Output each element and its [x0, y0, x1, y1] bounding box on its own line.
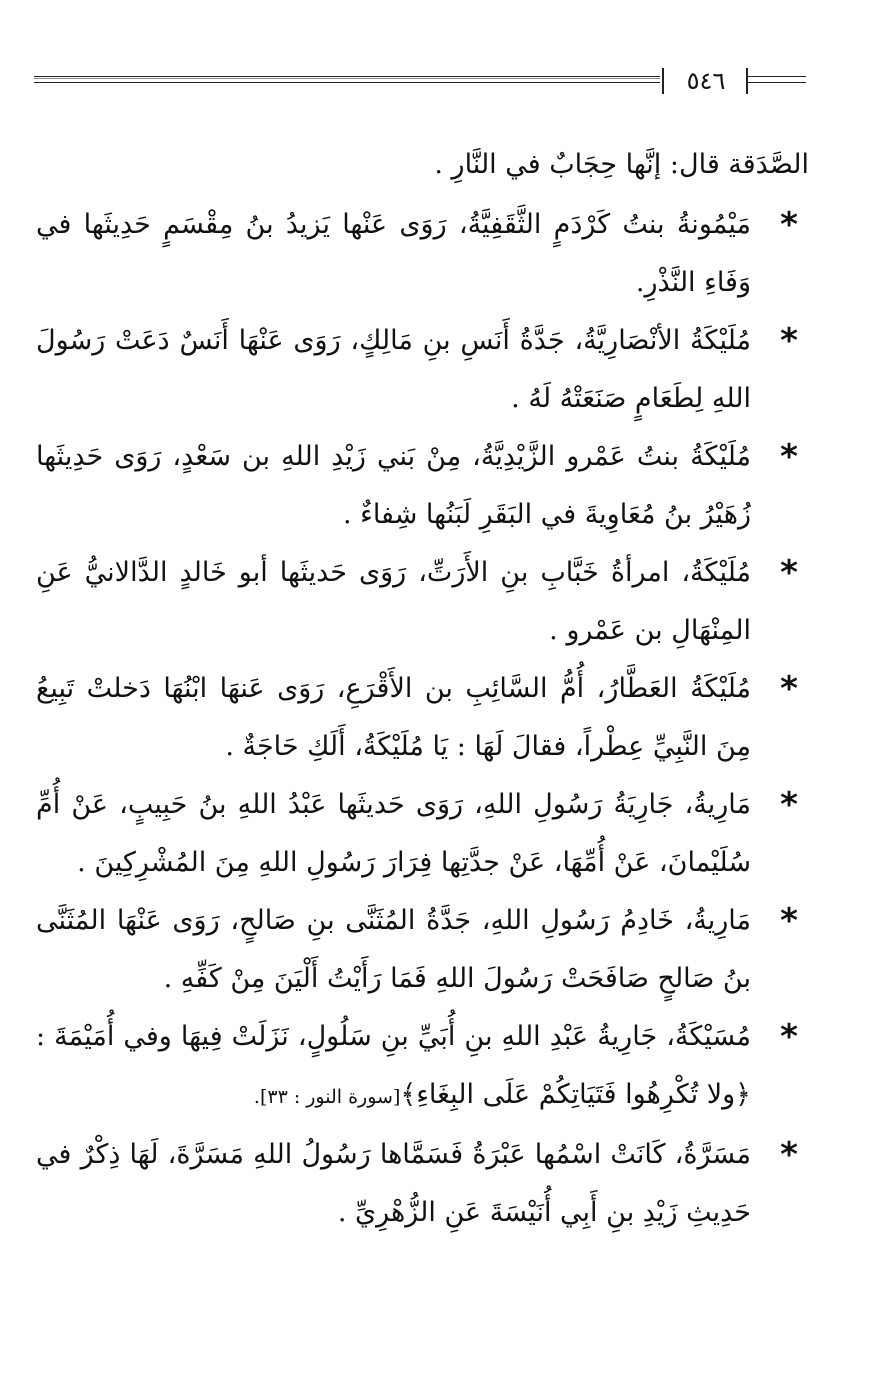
header-rule-right — [748, 76, 806, 83]
entry-item — [36, 660, 809, 776]
page-header — [34, 64, 806, 104]
bullet-star: * — [780, 553, 798, 593]
entry-item — [36, 1126, 809, 1242]
bullet-star: * — [780, 669, 798, 709]
entry-item — [36, 428, 809, 544]
bullet-star: * — [780, 321, 798, 361]
entry-text: مُلَيْكَةُ العَطَّارُ، أُمُّ السَّائِبِ بن الأَقْرَعِ، رَوَى عَنهَا ابْنُهَا دَخلتْ تَبِيعُ مِنَ النَّبِيِّ عِطْراً، فقالَ لَهَا : يَا مُلَيْكَةُ، أَلَكِ حَاجَةٌ . — [36, 673, 751, 762]
entry-item — [36, 312, 809, 428]
header-bar-left — [662, 68, 664, 94]
entry-item — [36, 892, 809, 1008]
entry-text: مُلَيْكَةُ بنتُ عَمْرو الزَّيْدِيَّةُ، مِنْ بَني زَيْدِ اللهِ بن سَعْدٍ، رَوَى حَدِيثَها زُهَيْرُ بنُ مُعَاوِيةَ في البَقَرِ لَبَنُها شِفاءٌ . — [36, 441, 751, 530]
entry-text: مَسَرَّةُ، كَانَتْ اسْمُها عَبْرَةُ فَسَمَّاها رَسُولُ اللهِ مَسَرَّةَ، لَهَا ذِكْرٌ في حَدِيثِ زَيْدِ بنِ أَبِي أُنَيْسَةَ عَنِ الزُّهْرِيِّ . — [36, 1139, 751, 1228]
intro-paragraph: الصَّدَقة قال: إنَّها حِجَابٌ في النَّارِ . — [434, 149, 809, 180]
entry-item — [36, 1008, 809, 1126]
entry-text — [36, 1008, 751, 1126]
entry-item — [36, 544, 809, 660]
entry-text: مَيْمُونةُ بنتُ كَرْدَمٍ الثَّقَفِيَّةُ، رَوَى عَنْها يَزيدُ بنُ مِقْسَمٍ حَدِيثَها في وَفَاءِ النَّذْرِ. — [36, 209, 751, 298]
entry-text: مُلَيْكَةُ، امرأةُ خَبَّابِ بنِ الأَرَتِّ، رَوَى حَديثَها أبو خَالدٍ الدَّالانيُّ عَنِ المِنْهَالِ بن عَمْرو . — [36, 557, 751, 646]
bullet-star: * — [780, 1135, 798, 1175]
entry-item — [36, 196, 809, 312]
page-body — [36, 136, 809, 1242]
bullet-star: * — [780, 205, 798, 245]
bullet-star: * — [780, 437, 798, 477]
entry-main-text: مُسَيْكَةُ، جَارِيةُ عَبْدِ اللهِ بنِ أُبَيِّ بنِ سَلُولٍ، نَزَلَتْ فِيهَا وفي أُمَيْمَةَ : ﴿ولا تُكْرِهُوا فَتَيَاتِكُمْ عَلَى البِغَاءِ﴾ — [36, 1021, 751, 1110]
bullet-star: * — [780, 1017, 798, 1057]
entry-text: مَارِيةُ، جَارِيَةُ رَسُولِ اللهِ، رَوَى حَديثَها عَبْدُ اللهِ بنُ حَبِيبٍ، عَنْ أُمِّ سُلَيْمانَ، عَنْ أُمِّهَا، عَنْ جدَّتِها فِرَارَ رَسُولِ اللهِ مِنَ المُشْرِكِينَ . — [36, 789, 751, 878]
bullet-star: * — [780, 901, 798, 941]
page-number: ٥٤٦ — [686, 67, 726, 95]
bullet-star: * — [780, 785, 798, 825]
entry-text: مُلَيْكَةُ الأنْصَارِيَّةُ، جَدَّةُ أَنَسِ بنِ مَالِكٍ، رَوَى عَنْهَا أَنَسٌ دَعَتْ رَسُولَ اللهِ لِطَعَامٍ صَنَعَتْهُ لَهُ . — [36, 325, 751, 414]
entry-item — [36, 776, 809, 892]
entry-text: مَارِيةُ، خَادِمُ رَسُولِ اللهِ، جَدَّةُ المُثَنَّى بنِ صَالحٍ، رَوَى عَنْهَا المُثَنَّى بنُ صَالحٍ صَافَحَتْ رَسُولَ اللهِ فَمَا رَأَيْتُ أَلْيَنَ مِنْ كَفِّهِ . — [36, 905, 751, 994]
header-rule-left — [34, 76, 660, 83]
quran-reference: [سورة النور : ٣٣]. — [253, 1086, 401, 1108]
